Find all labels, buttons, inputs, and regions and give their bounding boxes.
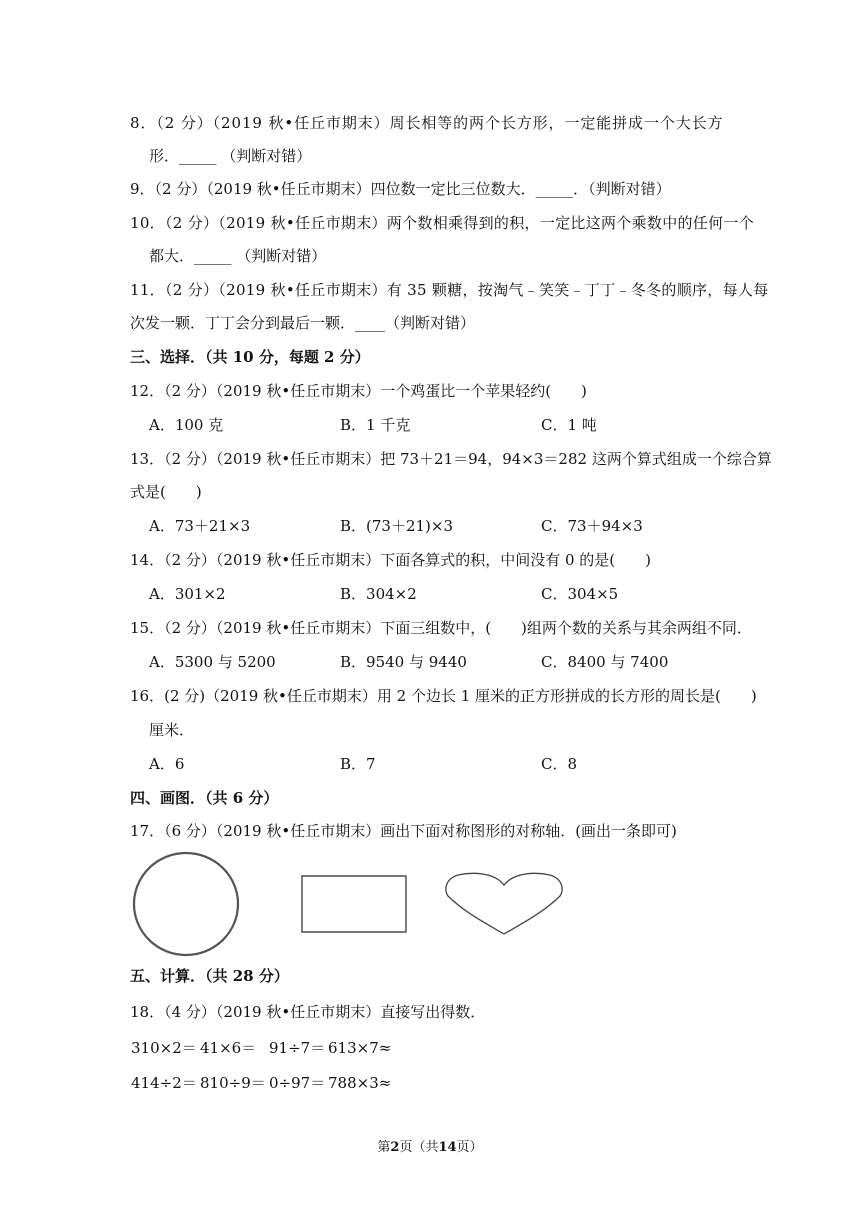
rectangle-figure: [300, 874, 410, 936]
calc-item: 310×2＝: [131, 1039, 197, 1057]
q15-option-a: A．5300 与 5200: [149, 653, 276, 671]
q13-option-c: C．73＋94×3: [541, 517, 643, 535]
q16-line2: 厘米．: [149, 721, 195, 739]
q16-option-a: A．6: [149, 755, 185, 773]
footer-prefix: 第: [377, 1140, 391, 1155]
q11-line1: 11．（2 分）（2019 秋•任丘市期末）有 35 颗糖，按淘气﹣笑笑﹣丁丁﹣冬冬的顺序，每人每: [130, 281, 769, 299]
q13-line2: 式是( ): [130, 483, 202, 501]
q12-option-c: C．1 吨: [541, 416, 597, 434]
footer-total-pages: 14: [438, 1140, 457, 1155]
q12-option-b: B．1 千克: [340, 416, 411, 434]
q16-option-c: C．8: [541, 755, 578, 773]
q15-option-c: C．8400 与 7400: [541, 653, 669, 671]
page-footer: [0, 1139, 860, 1157]
q10-line2: 都大．_____ （判断对错）: [149, 247, 327, 265]
q15-option-b: B．9540 与 9440: [340, 653, 467, 671]
q14-option-a: A．301×2: [149, 585, 226, 603]
q12-line1: 12．（2 分）（2019 秋•任丘市期末）一个鸡蛋比一个苹果轻约( ): [130, 382, 587, 400]
calc-item: 414÷2＝: [131, 1074, 197, 1092]
q14-option-b: B．304×2: [340, 585, 417, 603]
calc-item: 788×3≈: [328, 1074, 392, 1092]
calc-item: 810÷9＝: [200, 1074, 266, 1092]
q8-line2: 形．_____ （判断对错）: [149, 147, 312, 165]
q13-line1: 13．（2 分）（2019 秋•任丘市期末）把 73＋21＝94，94×3＝282 这两个算式组成一个综合算: [130, 450, 772, 468]
q16-option-b: B．7: [340, 755, 376, 773]
q16-line1: 16．(2 分)（2019 秋•任丘市期末）用 2 个边长 1 厘米的正方形拼成的长方形的周长是( ): [130, 687, 757, 705]
q14-option-c: C．304×5: [541, 585, 619, 603]
heart-figure: [442, 868, 566, 938]
calc-item: 91÷7＝: [269, 1039, 326, 1057]
q13-option-b: B．(73＋21)×3: [340, 517, 454, 535]
q8-line1: 8．（2 分）（2019 秋•任丘市期末）周长相等的两个长方形，一定能拼成一个大长方: [130, 114, 724, 132]
section-5-heading: 五、计算．（共 28 分）: [130, 967, 289, 985]
section-3-heading: 三、选择．（共 10 分，每题 2 分）: [130, 348, 370, 366]
q12-option-a: A．100 克: [149, 416, 224, 434]
footer-middle: 页（共: [399, 1140, 439, 1155]
q18-line1: 18．（4 分）（2019 秋•任丘市期末）直接写出得数．: [130, 1003, 486, 1021]
section-4-heading: 四、画图．（共 6 分）: [130, 789, 279, 807]
q11-line2: 次发一颗．丁丁会分到最后一颗．____（判断对错）: [130, 314, 476, 332]
q15-line1: 15．（2 分）（2019 秋•任丘市期末）下面三组数中，( )组两个数的关系与其余两组不同．: [130, 619, 752, 637]
q17-line1: 17．（6 分）（2019 秋•任丘市期末）画出下面对称图形的对称轴．(画出一条即可): [130, 822, 677, 840]
calc-item: 41×6＝: [200, 1039, 257, 1057]
footer-suffix: 页）: [456, 1140, 483, 1155]
q13-option-a: A．73＋21×3: [149, 517, 251, 535]
circle-figure: [128, 850, 244, 960]
q14-line1: 14．（2 分）（2019 秋•任丘市期末）下面各算式的积，中间没有 0 的是( ): [130, 551, 651, 569]
calc-item: 0÷97＝: [269, 1074, 326, 1092]
calc-item: 613×7≈: [328, 1039, 392, 1057]
footer-page-number: 2: [390, 1140, 400, 1155]
q9-line1: 9．（2 分）（2019 秋•任丘市期末）四位数一定比三位数大．_____．（判断对错）: [130, 180, 671, 198]
q10-line1: 10．（2 分）（2019 秋•任丘市期末）两个数相乘得到的积，一定比这两个乘数中的任何一个: [130, 214, 754, 232]
